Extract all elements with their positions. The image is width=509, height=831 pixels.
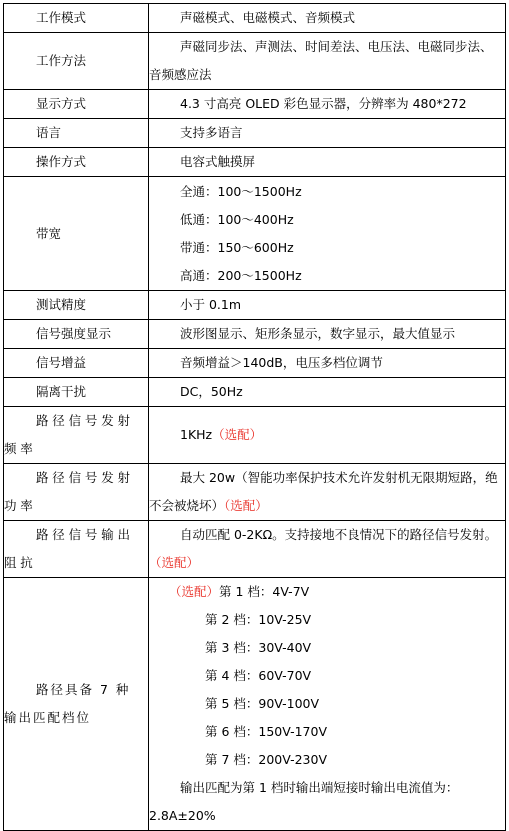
row-label: 操作方式: [4, 148, 149, 177]
table-row: [4, 407, 506, 464]
table-row: [4, 349, 506, 378]
bandwidth-line: 带通：150～600Hz: [180, 239, 294, 255]
row-value: [149, 521, 506, 578]
row-value: 声磁同步法、声测法、时间差法、电压法、电磁同步法、音频感应法: [149, 33, 506, 90]
table-row: [4, 148, 506, 177]
table-row: [4, 33, 506, 90]
row-label: 信号强度显示: [4, 320, 149, 349]
table-row: [4, 4, 506, 33]
table-row: [4, 578, 506, 831]
current-note: 输出匹配为第 1 档时输出端短接时输出电流值为：2.8A±20%: [149, 780, 459, 823]
row-value: DC，50Hz: [149, 378, 506, 407]
table-row: [4, 90, 506, 119]
row-value: 小于 0.1m: [149, 291, 506, 320]
optional-note: （选配）: [149, 555, 200, 570]
row-value: [149, 578, 506, 831]
optional-note: （选配）: [212, 427, 263, 442]
table-row: [4, 464, 506, 521]
row-value: [149, 407, 506, 464]
row-value: 支持多语言: [149, 119, 506, 148]
row-label: 路径信号输出阻抗: [4, 521, 149, 578]
table-row: [4, 378, 506, 407]
optional-note: （选配）: [169, 584, 220, 599]
row-label: 工作模式: [4, 4, 149, 33]
row-value: 声磁模式、电磁模式、音频模式: [149, 4, 506, 33]
row-value: 4.3 寸高亮 OLED 彩色显示器，分辨率为 480*272: [149, 90, 506, 119]
row-label: 路径信号发射频率: [4, 407, 149, 464]
gear-text: 第 1 档：4V-7V: [219, 584, 310, 599]
row-value: 音频增益＞140dB，电压多档位调节: [149, 349, 506, 378]
row-value: 电容式触摸屏: [149, 148, 506, 177]
gear-line: 第 6 档：150V-170V: [205, 724, 327, 739]
bandwidth-line: 低通：100～400Hz: [180, 211, 294, 227]
row-label: 测试精度: [4, 291, 149, 320]
row-label: 信号增益: [4, 349, 149, 378]
row-value: 波形图显示、矩形条显示，数字显示，最大值显示: [149, 320, 506, 349]
table-row: [4, 291, 506, 320]
gear-line: 第 3 档：30V-40V: [205, 640, 312, 655]
row-label: 隔离干扰: [4, 378, 149, 407]
gear-line: 第 4 档：60V-70V: [205, 668, 312, 683]
row-value: [149, 464, 506, 521]
row-label: 路径信号发射功率: [4, 464, 149, 521]
value-text: 最大 20w（智能功率保护技术允许发射机无限期短路，绝不会被烧坏）: [149, 470, 498, 513]
gear-line: 第 7 档：200V-230V: [205, 752, 327, 767]
bandwidth-line: 高通：200～1500Hz: [180, 267, 302, 283]
row-value: [149, 177, 506, 291]
table-row: [4, 521, 506, 578]
value-text: 1KHz: [180, 427, 213, 442]
bandwidth-line: 全通：100～1500Hz: [180, 183, 302, 199]
gear-line: 第 2 档：10V-25V: [205, 612, 312, 627]
row-label: 显示方式: [4, 90, 149, 119]
table-row: [4, 119, 506, 148]
optional-note: （选配）: [224, 498, 268, 513]
table-row: [4, 177, 506, 291]
row-label: 带宽: [4, 177, 149, 291]
row-label: 工作方法: [4, 33, 149, 90]
value-text: 自动匹配 0-2KΩ。支持接地不良情况下的路径信号发射。: [180, 527, 498, 542]
gear-line: 第 5 档：90V-100V: [205, 696, 320, 711]
gear-line: [149, 578, 501, 606]
spec-table: [3, 3, 506, 831]
row-label: 路径具备 7 种输出匹配档位: [4, 578, 149, 831]
row-label: 语言: [4, 119, 149, 148]
table-row: [4, 320, 506, 349]
